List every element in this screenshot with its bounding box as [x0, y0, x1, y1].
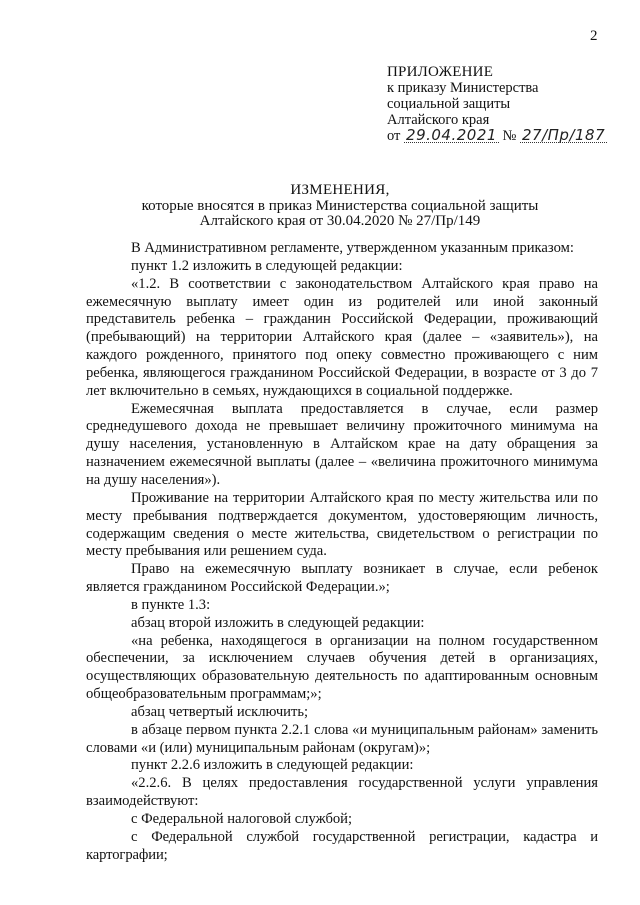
paragraph: в пункте 1.3:: [131, 596, 211, 613]
order-date-number-line: [387, 128, 607, 144]
paragraph: Право на ежемесячную выплату возникает в случае, если ребенок является гражданином Российской Федерации.»;: [86, 561, 598, 596]
page-number: 2: [590, 28, 598, 44]
heading-subtitle: Алтайского края от 30.04.2020 № 27/Пр/149: [199, 213, 481, 229]
paragraph: в абзаце первом пункта 2.2.1 слова «и муниципальным районам» заменить словами «и (или) муниципальным районам (округам)»;: [86, 721, 598, 756]
appendix-block: [387, 64, 607, 144]
paragraph: абзац второй изложить в следующей редакции:: [131, 614, 425, 631]
paragraph: В Административном регламенте, утвержденном указанным приказом:: [131, 240, 574, 256]
appendix-line: к приказу Министерства: [387, 80, 539, 96]
appendix-line: социальной защиты: [387, 96, 511, 112]
paragraph: абзац четвертый исключить;: [131, 703, 309, 720]
handwritten-date: 29.04.2021: [406, 126, 497, 144]
paragraph: Проживание на территории Алтайского края по месту жительства или по месту пребывания подтверждается документом, удостоверяющим личность, содержащим сведения о месте жительства, свидетельством о регистрации по месту пребывания или решением суда.: [86, 489, 598, 560]
paragraph: «2.2.6. В целях предоставления государственной услуги управления взаимодействуют:: [86, 775, 598, 810]
paragraph: с Федеральной службой государственной регистрации, кадастра и картографии;: [86, 828, 598, 863]
paragraph: пункт 1.2 изложить в следующей редакции:: [131, 257, 403, 274]
paragraph: пункт 2.2.6 изложить в следующей редакции:: [131, 757, 414, 774]
paragraph: с Федеральной налоговой службой;: [131, 811, 353, 827]
number-label: №: [502, 128, 517, 144]
from-label: от: [387, 128, 401, 144]
document-heading: [60, 183, 620, 230]
heading-title: ИЗМЕНЕНИЯ,: [290, 182, 390, 198]
paragraph: «на ребенка, находящегося в организации на полном государственном обеспечении, за исключением случаев обучения детей в организациях, осуществляющих образовательную деятельность по адаптированным основным общеобразовательным программам;»;: [86, 632, 598, 703]
heading-subtitle: которые вносятся в приказ Министерства социальной защиты: [141, 197, 539, 214]
document-body: [86, 240, 598, 865]
paragraph: «1.2. В соответствии с законодательством Алтайского края право на ежемесячную выплату имеет один из родителей или иной законный представитель ребенка – гражданин Российской Федерации, проживающий (пребывающий) на территории Алтайского края (далее – «заявитель»), на каждого рожденного, принятого под опеку совместно проживающего с ним ребенка, являющегося гражданином Российской Федерации, в возрасте от 3 до 7 лет включительно в семьях, нуждающихся в социальной поддержке.: [86, 275, 598, 399]
paragraph: Ежемесячная выплата предоставляется в случае, если размер среднедушевого дохода не превышает величину прожиточного минимума на душу населения, установленную в Алтайском крае на дату обращения за назначением ежемесячной выплаты (далее – «величина прожиточного минимума на душу населения»).: [86, 400, 598, 488]
appendix-title: ПРИЛОЖЕНИЕ: [387, 64, 494, 80]
appendix-line: Алтайского края: [387, 112, 490, 128]
handwritten-order-number: 27/Пр/187: [522, 126, 606, 144]
